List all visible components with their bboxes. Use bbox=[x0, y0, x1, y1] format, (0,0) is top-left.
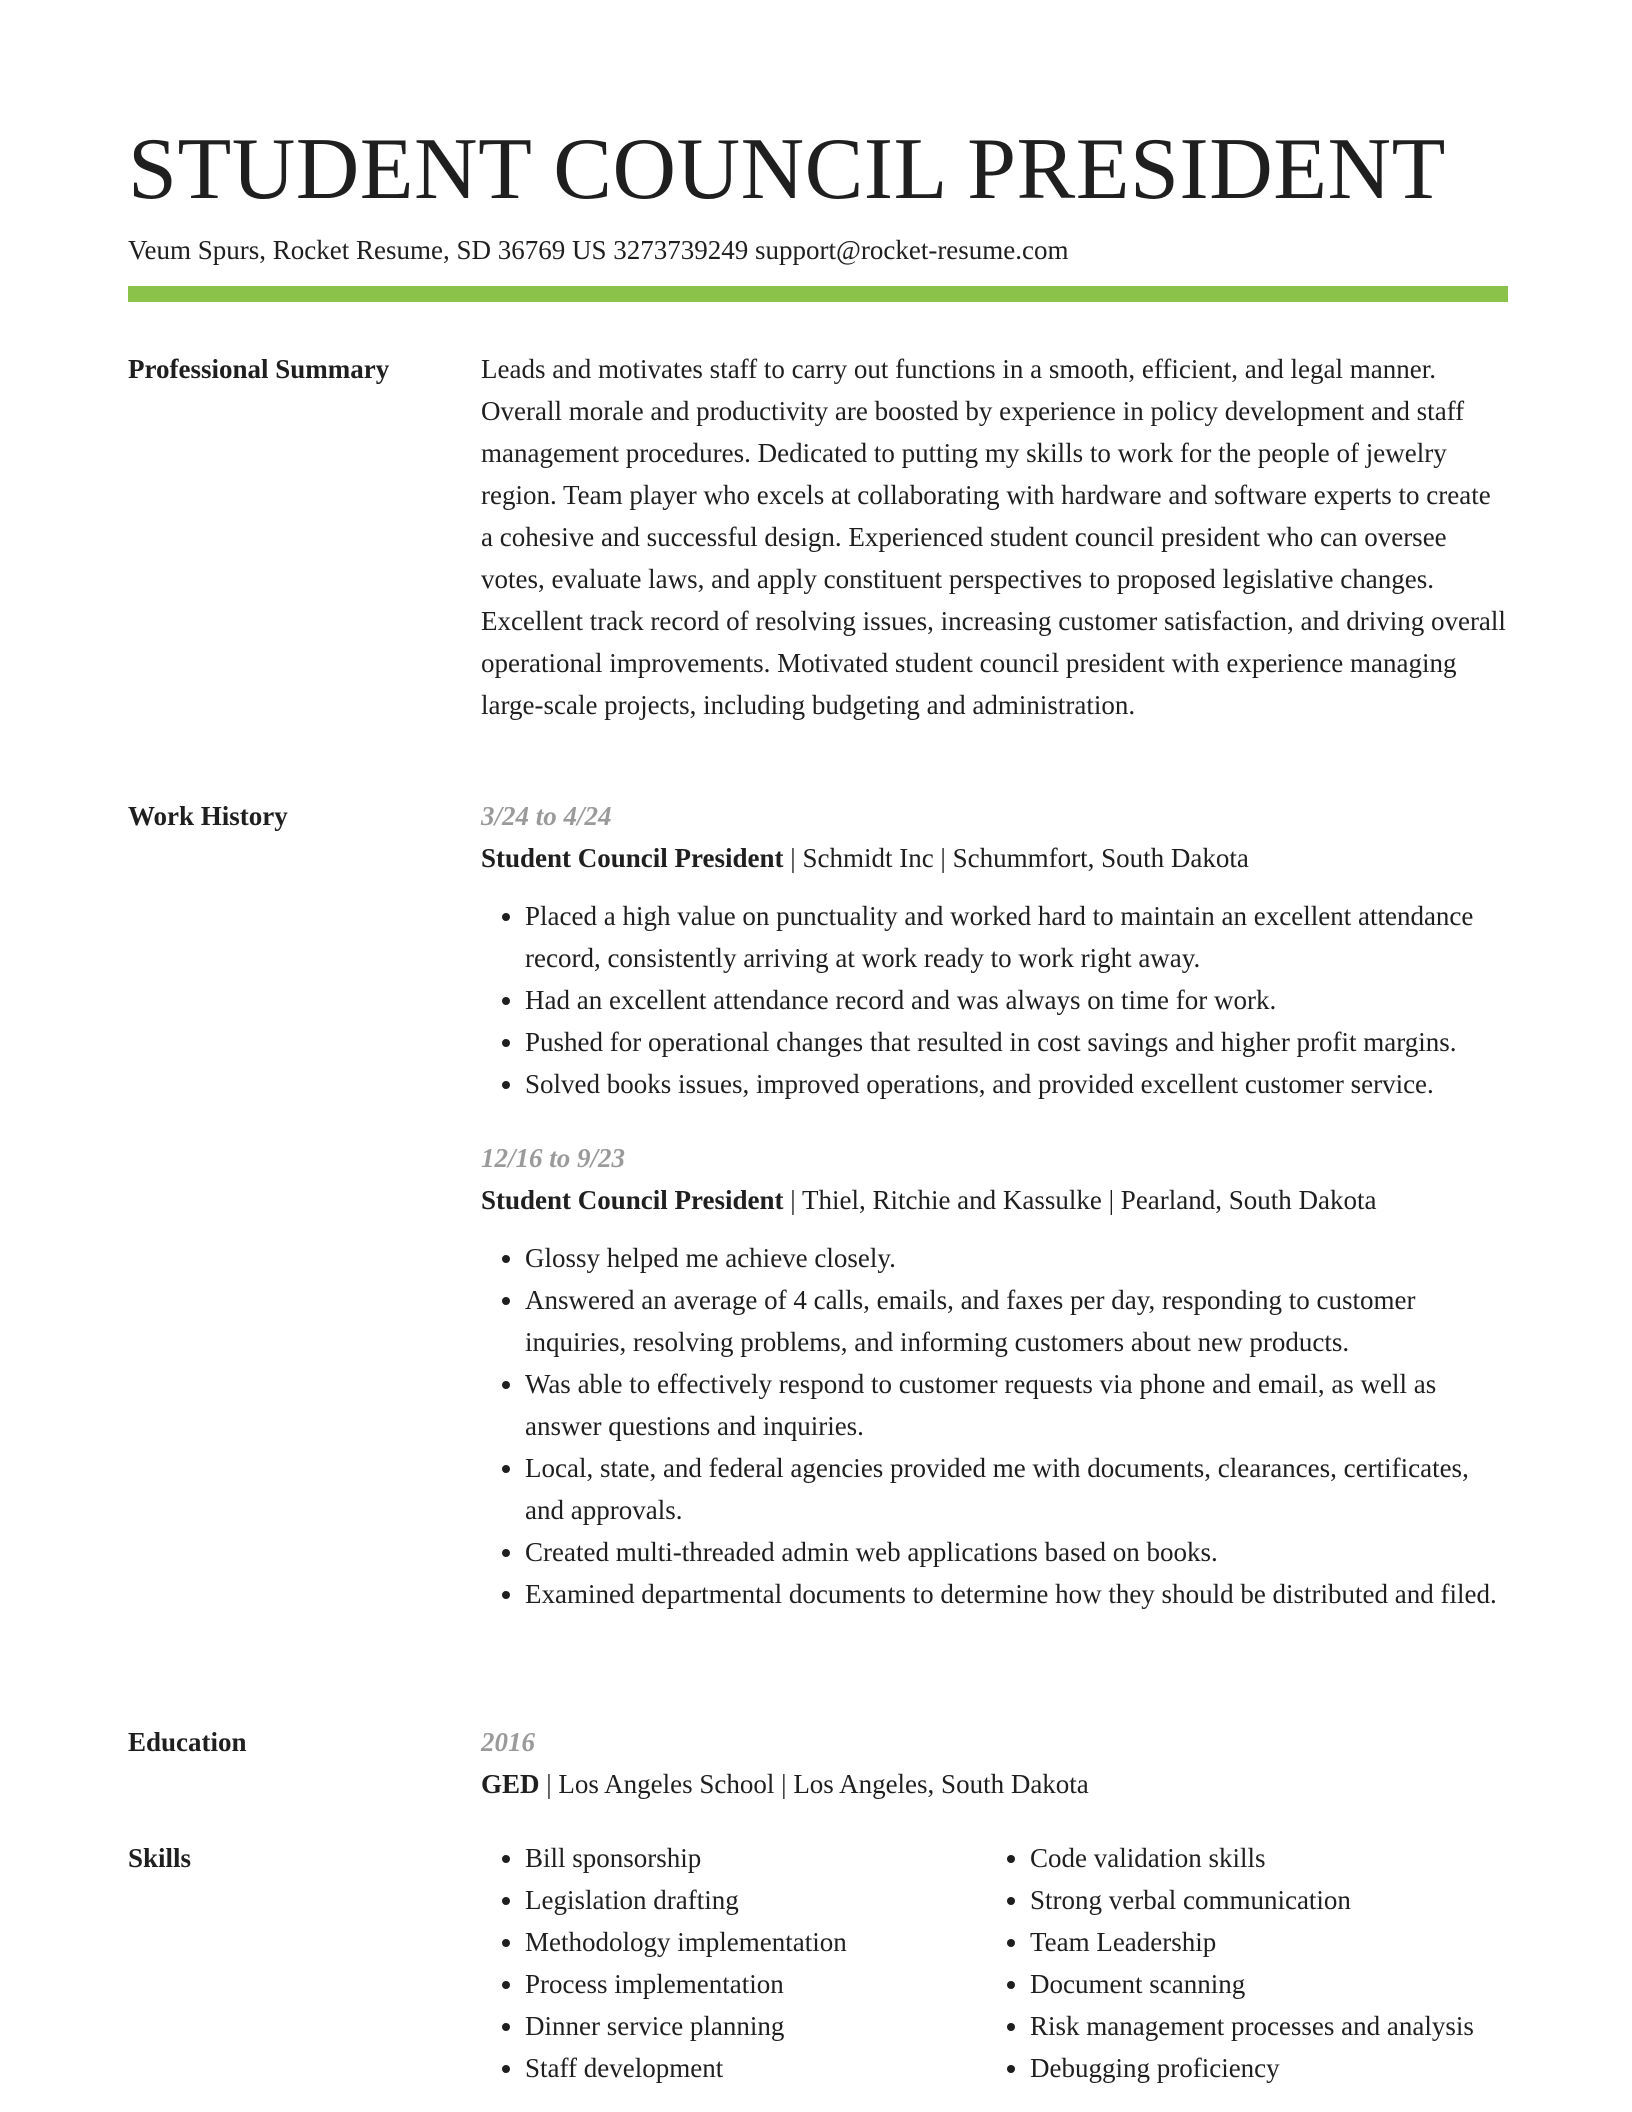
job-role-line bbox=[481, 837, 1508, 879]
skill-item: • Code validation skills bbox=[1030, 1837, 1491, 1879]
job-bullet: • Placed a high value on punctuality and worked hard to maintain an excellent attendance record, consistently arriving at work ready to work right away. bbox=[525, 895, 1508, 979]
section-title-work-history: Work History bbox=[128, 801, 288, 831]
resume-name: STUDENT COUNCIL PRESIDENT bbox=[128, 121, 1446, 218]
section-title-skills: Skills bbox=[128, 1843, 192, 1873]
skill-item: • Legislation drafting bbox=[525, 1879, 986, 1921]
section-title-summary: Professional Summary bbox=[128, 354, 390, 384]
job-details: | Thiel, Ritchie and Kassulke | Pearland, South Dakota bbox=[783, 1185, 1377, 1215]
job-role: Student Council President bbox=[481, 1185, 784, 1215]
job-bullet: • Answered an average of 4 calls, emails, and faxes per day, responding to customer inquiries, resolving problems, and informing customers about new products. bbox=[525, 1279, 1508, 1363]
job-bullet: • Local, state, and federal agencies provided me with documents, clearances, certificates, and approvals. bbox=[525, 1447, 1508, 1531]
education-line bbox=[481, 1763, 1508, 1805]
skill-item: • Bill sponsorship bbox=[525, 1837, 986, 1879]
job-bullet: • Solved books issues, improved operations, and provided excellent customer service. bbox=[525, 1063, 1508, 1105]
summary-section bbox=[128, 348, 1508, 726]
education-details: | Los Angeles School | Los Angeles, South Dakota bbox=[539, 1769, 1089, 1799]
skill-item: • Strong verbal communication bbox=[1030, 1879, 1491, 1921]
education-body bbox=[481, 1721, 1508, 1805]
education-date: 2016 bbox=[481, 1727, 535, 1757]
job-entry bbox=[481, 1137, 1508, 1615]
skills-column-left bbox=[481, 1837, 986, 2089]
job-role: Student Council President bbox=[481, 843, 784, 873]
job-bullet: • Had an excellent attendance record and was always on time for work. bbox=[525, 979, 1508, 1021]
job-bullet: • Pushed for operational changes that resulted in cost savings and higher profit margins. bbox=[525, 1021, 1508, 1063]
skills-grid bbox=[481, 1837, 1508, 2089]
accent-divider bbox=[128, 286, 1508, 302]
job-bullet: • Created multi-threaded admin web applications based on books. bbox=[525, 1531, 1508, 1573]
skill-item: • Dinner service planning bbox=[525, 2005, 986, 2047]
job-details: | Schmidt Inc | Schummfort, South Dakota bbox=[783, 843, 1249, 873]
job-dates: 12/16 to 9/23 bbox=[481, 1143, 626, 1173]
skill-item: • Methodology implementation bbox=[525, 1921, 986, 1963]
work-history-body bbox=[481, 795, 1508, 1647]
skill-item: • Risk management processes and analysis bbox=[1030, 2005, 1491, 2047]
section-title-education: Education bbox=[128, 1727, 247, 1757]
contact-info: Veum Spurs, Rocket Resume, SD 36769 US 3273739249 support@rocket-resume.com bbox=[128, 235, 1069, 265]
skill-item: • Process implementation bbox=[525, 1963, 986, 2005]
skills-list bbox=[986, 1837, 1491, 2089]
skills-column-right bbox=[986, 1837, 1491, 2089]
skills-list bbox=[481, 1837, 986, 2089]
resume-header bbox=[128, 120, 1508, 268]
skills-section bbox=[128, 1837, 1508, 2089]
job-bullets bbox=[481, 1237, 1508, 1615]
education-degree: GED bbox=[481, 1769, 540, 1799]
job-dates: 3/24 to 4/24 bbox=[481, 801, 612, 831]
job-bullet: • Glossy helped me achieve closely. bbox=[525, 1237, 1508, 1279]
job-bullet: • Was able to effectively respond to customer requests via phone and email, as well as answer questions and inquiries. bbox=[525, 1363, 1508, 1447]
education-section bbox=[128, 1721, 1508, 1805]
work-history-section bbox=[128, 795, 1508, 1647]
job-bullets bbox=[481, 895, 1508, 1105]
summary-text: Leads and motivates staff to carry out functions in a smooth, efficient, and legal manner. Overall morale and productivity are boosted by experience in policy development and staff management procedures. Dedicated to putting my skills to work for the people of jewelry region. Team player who excels at collaborating with hardware and software experts to create a cohesive and successful design. Experienced student council president who can oversee votes, evaluate laws, and apply constituent perspectives to proposed legislative changes. Excellent track record of resolving issues, increasing customer satisfaction, and driving overall operational improvements. Motivated student council president with experience managing large-scale projects, including budgeting and administration. bbox=[481, 354, 1506, 720]
skill-item: • Debugging proficiency bbox=[1030, 2047, 1491, 2089]
skill-item: • Document scanning bbox=[1030, 1963, 1491, 2005]
skill-item: • Staff development bbox=[525, 2047, 986, 2089]
job-role-line bbox=[481, 1179, 1508, 1221]
summary-body bbox=[481, 348, 1508, 726]
skills-body bbox=[481, 1837, 1508, 2089]
job-entry bbox=[481, 795, 1508, 1105]
skill-item: • Team Leadership bbox=[1030, 1921, 1491, 1963]
job-bullet: • Examined departmental documents to determine how they should be distributed and filed. bbox=[525, 1573, 1508, 1615]
